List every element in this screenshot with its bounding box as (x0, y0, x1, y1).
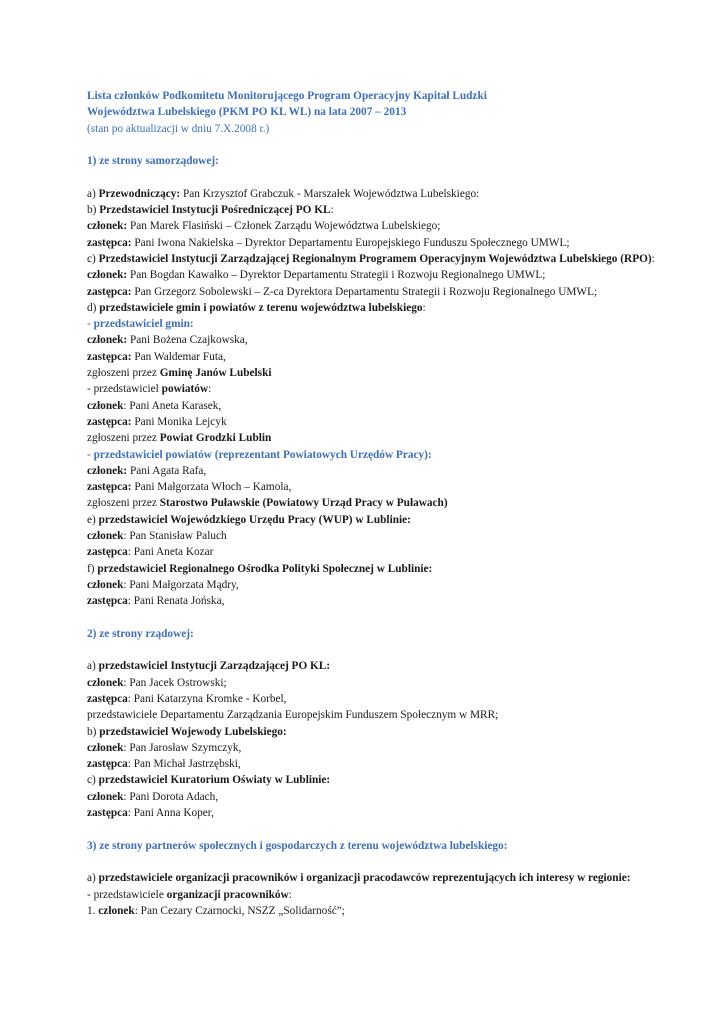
section-1-d3-member: członek: Pani Agata Rafa, (87, 464, 207, 477)
section-2-c-deputy: zastępca: Pani Anna Koper, (87, 807, 214, 820)
section-1-d1-deputy: zastępca: Pan Waldemar Futa, (87, 350, 226, 363)
section-1-d3-heading: - przedstawiciel powiatów (reprezentant Powiatowych Urzędów Pracy): (87, 448, 432, 461)
section-1-b-member: członek: Pan Marek Flasiński – Członek Zarządu Województwa Lubelskiego; (87, 220, 441, 233)
section-2-item-a: a) przedstawiciel Instytucji Zarządzającej PO KL: (87, 660, 331, 673)
section-2-a-note: przedstawiciele Departamentu Zarządzania Europejskim Funduszem Społecznym w MRR; (87, 709, 499, 722)
section-3-heading: 3) ze strony partnerów społecznych i gospodarczych z terenu województwa lubelskiego: (87, 839, 508, 852)
section-2-item-c: c) przedstawiciel Kuratorium Oświaty w Lublinie: (87, 774, 331, 787)
section-1-b-deputy: zastępca: Pani Iwona Nakielska – Dyrektor Departamentu Europejskiego Funduszu Społecznego UMWL; (87, 236, 570, 249)
section-1-d2-member: członek: Pani Aneta Karasek, (87, 399, 222, 412)
section-2-c-member: członek: Pani Dorota Adach, (87, 790, 219, 803)
section-2-b-deputy: zastępca: Pan Michał Jastrzębski, (87, 758, 241, 771)
section-1-d2-deputy: zastępca: Pani Monika Lejcyk (87, 415, 227, 428)
section-2-a-member: członek: Pan Jacek Ostrowski; (87, 676, 227, 689)
document-title-line-2: Województwa Lubelskiego (PKM PO KL WL) na lata 2007 – 2013 (87, 106, 407, 119)
section-1-item-a: a) Przewodniczący: Pan Krzysztof Grabczuk - Marszałek Województwa Lubelskiego: (87, 187, 480, 200)
section-3-a1-heading: - przedstawiciele organizacji pracowników: (87, 888, 292, 901)
section-1-item-f: f) przedstawiciel Regionalnego Ośrodka Polityki Społecznej w Lublinie: (87, 562, 433, 575)
section-1-d2-heading: - przedstawiciel powiatów: (87, 383, 212, 396)
document-title-line-1: Lista członków Podkomitetu Monitorującego Program Operacyjny Kapitał Ludzki (87, 90, 487, 102)
section-2-a-deputy: zastępca: Pani Katarzyna Kromke - Korbel, (87, 692, 287, 705)
section-3-item-1: 1. członek: Pan Cezary Czarnocki, NSZZ „Solidarność”; (87, 904, 345, 917)
section-1-f-deputy: zastępca: Pani Renata Jońska, (87, 595, 225, 608)
section-1-c-deputy: zastępca: Pan Grzegorz Sobolewski – Z-ca Dyrektora Departamentu Strategii i Rozwoju Regionalnego UMWL; (87, 285, 598, 298)
section-1-item-b: b) Przedstawiciel Instytucji Pośredniczącej PO KL: (87, 204, 334, 217)
section-3-item-a: a) przedstawiciele organizacji pracowników i organizacji pracodawców reprezentujących ich interesy w regionie: (87, 872, 631, 885)
document-status-date: (stan po aktualizacji w dniu 7.X.2008 r.) (87, 122, 270, 135)
section-1-d3-reported-by: zgłoszeni przez Starostwo Puławskie (Powiatowy Urząd Pracy w Puławach) (87, 497, 448, 510)
section-1-f-member: członek: Pani Małgorzata Mądry, (87, 578, 239, 591)
section-2-heading: 2) ze strony rządowej: (87, 627, 194, 640)
section-2-item-b: b) przedstawiciel Wojewody Lubelskiego: (87, 725, 287, 738)
section-1-e-deputy: zastępca: Pani Aneta Kozar (87, 546, 214, 559)
section-1-item-d: d) przedstawiciele gmin i powiatów z terenu województwa lubelskiego: (87, 301, 426, 314)
section-1-e-member: członek: Pan Stanisław Paluch (87, 530, 227, 543)
section-1-d1-reported-by: zgłoszeni przez Gminę Janów Lubelski (87, 367, 272, 380)
section-2-b-member: członek: Pan Jarosław Szymczyk, (87, 741, 242, 754)
section-1-item-c: c) Przedstawiciel Instytucji Zarządzającej Regionalnym Programem Operacyjnym Województwa Lubelskiego (RPO): (87, 252, 655, 265)
section-1-d3-deputy: zastępca: Pani Małgorzata Włoch – Kamola, (87, 481, 292, 494)
section-1-item-e: e) przedstawiciel Wojewódzkiego Urzędu Pracy (WUP) w Lublinie: (87, 513, 411, 526)
section-1-d2-reported-by: zgłoszeni przez Powiat Grodzki Lublin (87, 432, 272, 445)
section-1-d1-heading: - przedstawiciel gmin: (87, 318, 194, 331)
section-1-c-member: członek: Pan Bogdan Kawałko – Dyrektor Departamentu Strategii i Rozwoju Regionalnego UMWL; (87, 269, 546, 282)
section-1-heading: 1) ze strony samorządowej: (87, 155, 219, 168)
section-1-d1-member: członek: Pani Bożena Czajkowska, (87, 334, 248, 347)
